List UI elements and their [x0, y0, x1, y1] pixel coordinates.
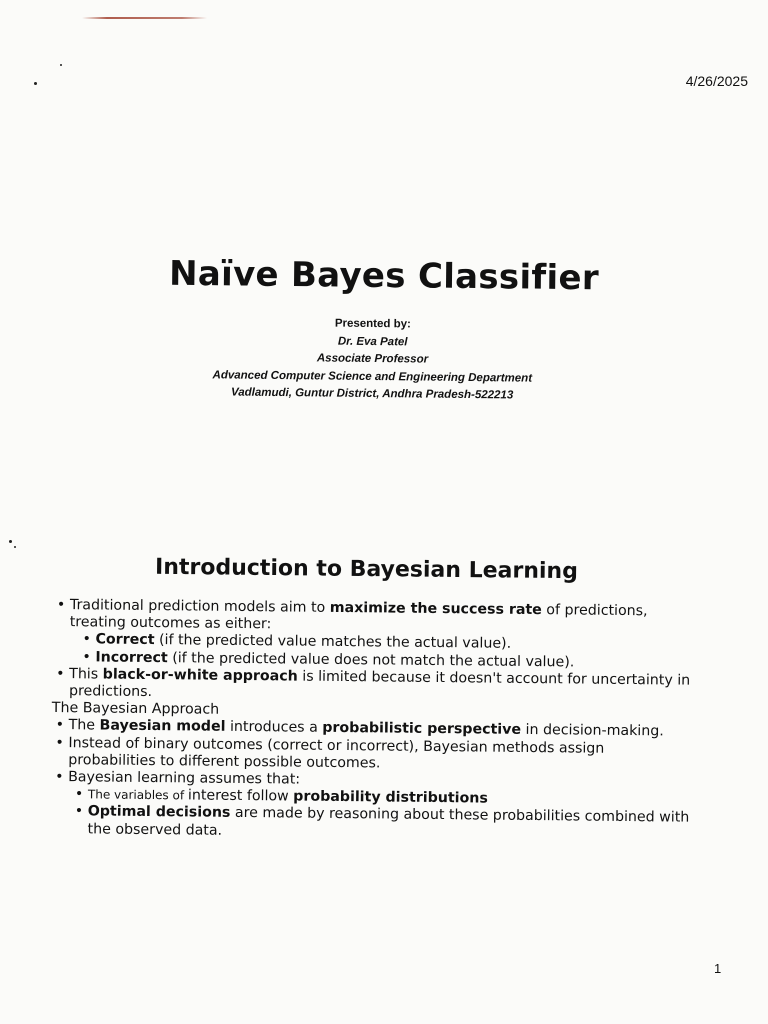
section-heading: The Bayesian Approach	[51, 700, 220, 718]
bullet-text: in decision-making.	[520, 722, 664, 740]
bullet-text: Bayesian learning assumes that:	[68, 769, 301, 788]
bullet-text: (if the predicted value does not match the actual value).	[167, 649, 575, 671]
scan-speck	[9, 540, 12, 543]
bullet-text: This	[69, 665, 103, 683]
page-number: 1	[714, 961, 722, 976]
slide-content	[52, 597, 694, 845]
presented-by-label: Presented by:	[334, 317, 411, 331]
bullet-bold: black-or-white approach	[102, 666, 298, 685]
section-title: Introduction to Bayesian Learning	[154, 554, 579, 585]
slide-date: 4/26/2025	[685, 73, 748, 89]
bullet-bold: probability distributions	[293, 788, 488, 807]
bullet-text: interest follow	[187, 787, 294, 805]
bullet-bold: probabilistic perspective	[322, 720, 522, 739]
bullet-text: are made by reasoning about these probabilities combined with the observed data.	[87, 805, 690, 839]
scan-speck	[14, 546, 16, 548]
bullet-text: is limited because it doesn't account for uncertainty in predictions.	[68, 668, 691, 701]
page-title: Naïve Bayes Classifier	[168, 253, 600, 299]
bullet-text: (if the predicted value matches the actual value).	[154, 632, 512, 653]
presenter-role: Associate Professor	[316, 352, 429, 366]
bullet-text: Instead of binary outcomes (correct or incorrect), Bayesian methods assign probabilities to different possible outcomes.	[68, 734, 605, 772]
bullet-bold: maximize the success rate	[329, 599, 542, 619]
bullet-list	[52, 597, 694, 845]
bullet-text: of predictions, treating outcomes as either:	[69, 602, 648, 633]
bullet-text: The variables of	[87, 787, 189, 803]
presenter-name: Dr. Eva Patel	[337, 335, 408, 348]
scan-artifact-line	[82, 17, 207, 19]
bullet-text: introduces a	[225, 719, 323, 737]
presenter-department: Advanced Computer Science and Engineering Department	[212, 368, 533, 385]
bullet-text: The	[68, 717, 100, 734]
bullet-bold: Bayesian model	[99, 717, 226, 736]
presenter-block	[0, 312, 745, 407]
list-item	[72, 804, 692, 845]
scan-speck	[60, 64, 62, 66]
bullet-text: Traditional prediction models aim to	[69, 597, 330, 616]
scan-speck	[34, 82, 37, 85]
bullet-bold: Incorrect	[95, 649, 168, 666]
bullet-bold: Correct	[95, 631, 155, 649]
bullet-bold: Optimal decisions	[87, 803, 231, 822]
presenter-address: Vadlamudi, Guntur District, Andhra Pradesh-522213	[230, 386, 514, 402]
